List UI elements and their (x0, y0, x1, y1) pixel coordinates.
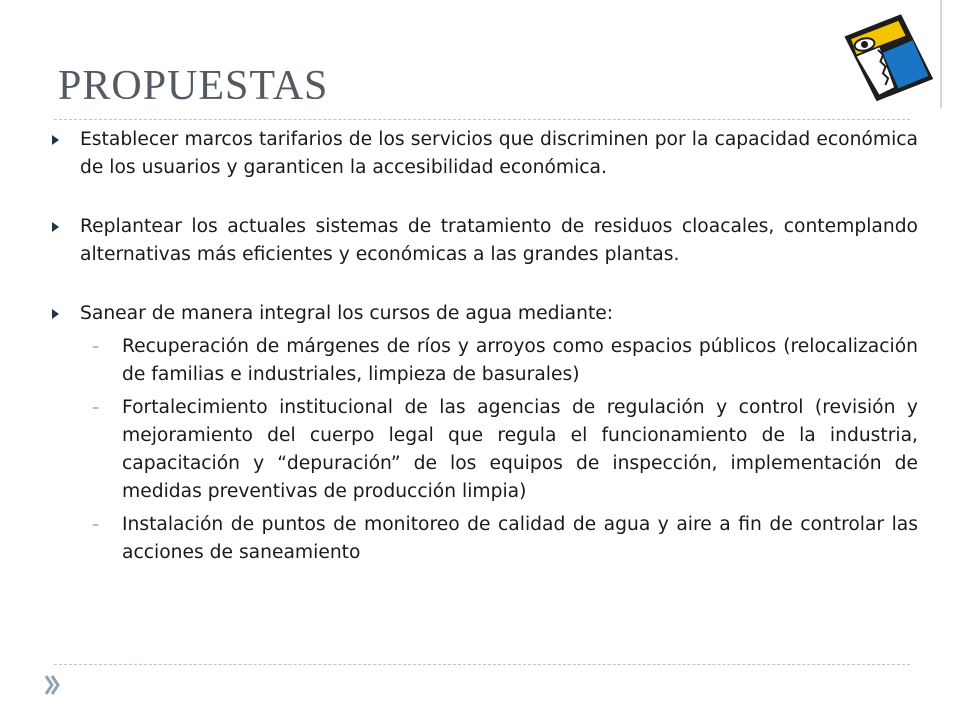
sub-bullet-item (52, 333, 918, 389)
triangle-arrow-icon (52, 309, 59, 319)
bullet-text: Sanear de manera integral los cursos de agua mediante: (80, 303, 614, 324)
bullet-item (52, 126, 918, 182)
bullet-item (52, 213, 918, 269)
bullet-item (52, 300, 918, 328)
sub-bullet-marker: – (92, 517, 99, 533)
eye-page-logo-icon (835, 0, 939, 108)
slide-body (52, 126, 918, 567)
bullet-text: Replantear los actuales sistemas de tratamiento de residuos cloacales, contemplando alternativas más eficientes y económicas a las grandes plantas. (80, 216, 918, 265)
sub-bullet-item (52, 394, 918, 506)
sub-bullet-item (52, 511, 918, 567)
triangle-arrow-icon (52, 222, 59, 232)
sub-bullet-text: Recuperación de márgenes de ríos y arroyos como espacios públicos (relocalización de familias e industriales, limpieza de basurales) (122, 336, 918, 385)
sub-bullet-text: Fortalecimiento institucional de las agencias de regulación y control (revisión y mejoramiento del cuerpo legal que regula el funcionamiento de la industria, capacitación y “depuración” de los equipos de inspección, implementación de medidas preventivas de producción limpia) (122, 397, 918, 502)
title-divider (54, 119, 910, 120)
triangle-arrow-icon (52, 135, 59, 145)
bullet-text: Establecer marcos tarifarios de los servicios que discriminen por la capacidad económica de los usuarios y garanticen la accesibilidad económica. (80, 129, 918, 178)
decorative-vertical-line (940, 0, 942, 108)
footer-divider (54, 664, 910, 665)
double-chevron-icon (44, 674, 60, 696)
slide-title: PROPUESTAS (58, 63, 329, 109)
sub-bullet-text: Instalación de puntos de monitoreo de calidad de agua y aire a fin de controlar las acciones de saneamiento (122, 514, 918, 563)
sub-bullet-marker: – (92, 400, 99, 416)
sub-bullet-marker: – (92, 339, 99, 355)
